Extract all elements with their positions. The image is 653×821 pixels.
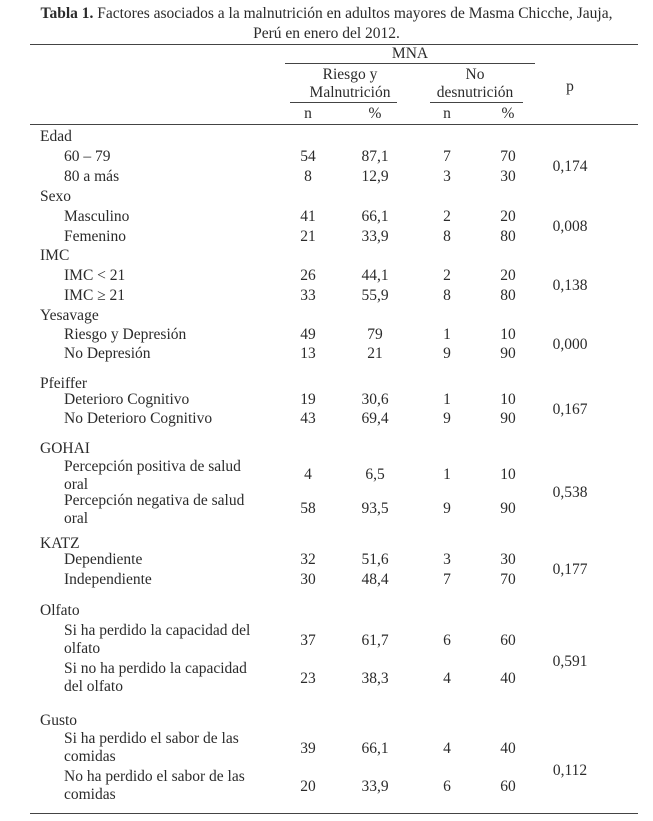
cell-pct1: 87,1	[361, 148, 389, 165]
row-label: Percepción negativa de salud	[64, 492, 245, 509]
cell-pct1: 69,4	[361, 410, 389, 427]
row-label-cont: oral	[64, 476, 89, 493]
cell-n1: 41	[300, 208, 316, 225]
cell-n1: 13	[300, 345, 316, 362]
cell-pct2: 10	[500, 391, 516, 408]
cell-n2: 9	[443, 345, 451, 362]
row-label: Si ha perdido la capacidad del	[64, 622, 251, 639]
cell-n1: 39	[300, 740, 316, 757]
cell-n1: 20	[300, 778, 316, 795]
cell-pct1: 93,5	[361, 500, 389, 517]
row-label: Masculino	[64, 208, 130, 225]
section-heading: IMC	[40, 247, 70, 264]
cell-pct2: 90	[500, 500, 516, 517]
cell-n1: 8	[304, 168, 312, 185]
p-value: 0,174	[552, 158, 588, 175]
caption-label: Tabla 1.	[40, 5, 94, 22]
cell-n2: 8	[443, 287, 451, 304]
header-group2-line1: No	[465, 66, 485, 83]
row-label: Dependiente	[64, 551, 143, 568]
cell-pct1: 79	[367, 326, 383, 343]
row-label: Deterioro Cognitivo	[64, 391, 190, 408]
cell-pct2: 30	[500, 168, 516, 185]
mna-rule	[285, 63, 535, 64]
cell-n1: 26	[300, 267, 316, 284]
cell-n1: 43	[300, 410, 316, 427]
row-label: Femenino	[64, 228, 126, 245]
cell-n2: 6	[443, 778, 451, 795]
cell-pct2: 90	[500, 410, 516, 427]
row-label-cont: del olfato	[64, 678, 123, 695]
row-label: No Depresión	[64, 345, 151, 362]
cell-pct2: 70	[500, 148, 516, 165]
cell-n1: 33	[300, 287, 316, 304]
p-value: 0,177	[552, 561, 588, 578]
cell-n2: 4	[443, 740, 451, 757]
cell-n1: 19	[300, 391, 316, 408]
cell-n1: 49	[300, 326, 316, 343]
cell-n1: 21	[300, 228, 316, 245]
cell-n2: 7	[443, 148, 451, 165]
row-label-cont: oral	[64, 510, 89, 527]
caption-text: Factores asociados a la malnutrición en adultos mayores de Masma Chicche, Jauja, Perú en enero del 2012.	[97, 5, 613, 42]
cell-n1: 58	[300, 500, 316, 517]
cell-pct1: 48,4	[361, 571, 389, 588]
p-value: 0,538	[552, 484, 588, 501]
bottom-rule	[30, 813, 638, 814]
cell-n2: 9	[443, 500, 451, 517]
cell-n2: 7	[443, 571, 451, 588]
header-n2: n	[443, 105, 451, 122]
header-pct2: %	[501, 105, 515, 122]
cell-n1: 30	[300, 571, 316, 588]
row-label: IMC ≥ 21	[64, 287, 126, 304]
cell-pct1: 6,5	[365, 466, 385, 483]
cell-n2: 1	[443, 466, 451, 483]
cell-n2: 3	[443, 168, 451, 185]
cell-n2: 8	[443, 228, 451, 245]
cell-pct2: 30	[500, 551, 516, 568]
cell-n1: 32	[300, 551, 316, 568]
row-label-cont: comidas	[64, 748, 116, 765]
cell-n2: 2	[443, 267, 451, 284]
cell-pct2: 20	[500, 267, 516, 284]
header-pct1: %	[368, 105, 382, 122]
cell-pct2: 90	[500, 345, 516, 362]
cell-n2: 4	[443, 670, 451, 687]
section-heading: Yesavage	[40, 307, 99, 324]
cell-n2: 6	[443, 632, 451, 649]
header-rule	[30, 124, 638, 125]
section-heading: Olfato	[40, 602, 80, 619]
row-label: No Deterioro Cognitivo	[64, 410, 213, 427]
cell-pct2: 80	[500, 287, 516, 304]
cell-pct1: 33,9	[361, 778, 389, 795]
cell-pct1: 66,1	[361, 208, 389, 225]
section-heading: GOHAI	[40, 440, 90, 457]
cell-pct1: 51,6	[361, 551, 389, 568]
cell-pct2: 10	[500, 466, 516, 483]
cell-pct1: 61,7	[361, 632, 389, 649]
group1-rule	[290, 102, 397, 103]
cell-n2: 1	[443, 391, 451, 408]
row-label-cont: comidas	[64, 786, 116, 803]
row-label-cont: olfato	[64, 640, 101, 657]
section-heading: KATZ	[40, 535, 80, 552]
header-n1: n	[304, 105, 312, 122]
cell-n1: 37	[300, 632, 316, 649]
header-group1-line1: Riesgo y	[322, 66, 378, 83]
row-label: 60 – 79	[64, 148, 111, 165]
row-label: IMC < 21	[64, 267, 126, 284]
cell-n2: 2	[443, 208, 451, 225]
section-heading: Gusto	[40, 712, 78, 729]
row-label: Percepción positiva de salud	[64, 458, 241, 475]
p-value: 0,112	[552, 762, 588, 779]
p-value: 0,138	[552, 277, 588, 294]
p-value: 0,167	[552, 401, 588, 418]
cell-n1: 4	[304, 466, 312, 483]
cell-pct2: 10	[500, 326, 516, 343]
cell-pct1: 21	[367, 345, 383, 362]
cell-pct2: 70	[500, 571, 516, 588]
section-heading: Sexo	[40, 188, 71, 205]
group2-rule	[430, 102, 523, 103]
row-label: Riesgo y Depresión	[64, 326, 187, 343]
cell-n1: 23	[300, 670, 316, 687]
p-value: 0,591	[552, 653, 588, 670]
table-caption	[30, 4, 623, 44]
row-label: No ha perdido el sabor de las	[64, 768, 245, 785]
cell-pct1: 33,9	[361, 228, 389, 245]
cell-pct1: 12,9	[361, 168, 389, 185]
row-label: 80 a más	[64, 168, 120, 185]
cell-pct1: 30,6	[361, 391, 389, 408]
cell-n2: 9	[443, 410, 451, 427]
cell-pct2: 60	[500, 778, 516, 795]
header-group1-line2: Malnutrición	[309, 84, 391, 101]
cell-n2: 1	[443, 326, 451, 343]
row-label: Si ha perdido el sabor de las	[64, 730, 239, 747]
header-p: p	[566, 78, 574, 95]
cell-pct2: 20	[500, 208, 516, 225]
cell-pct1: 55,9	[361, 287, 389, 304]
cell-pct1: 44,1	[361, 267, 389, 284]
row-label: Si no ha perdido la capacidad	[64, 660, 247, 677]
cell-n2: 3	[443, 551, 451, 568]
header-group2-line2: desnutrición	[436, 84, 514, 101]
cell-pct2: 60	[500, 632, 516, 649]
cell-pct1: 38,3	[361, 670, 389, 687]
cell-pct2: 40	[500, 670, 516, 687]
cell-pct2: 40	[500, 740, 516, 757]
cell-pct1: 66,1	[361, 740, 389, 757]
row-label: Independiente	[64, 571, 152, 588]
header-mna: MNA	[391, 45, 429, 62]
cell-pct2: 80	[500, 228, 516, 245]
p-value: 0,000	[552, 336, 588, 353]
section-heading: Pfeiffer	[40, 375, 88, 392]
cell-n1: 54	[300, 148, 316, 165]
section-heading: Edad	[40, 128, 72, 145]
p-value: 0,008	[552, 218, 588, 235]
